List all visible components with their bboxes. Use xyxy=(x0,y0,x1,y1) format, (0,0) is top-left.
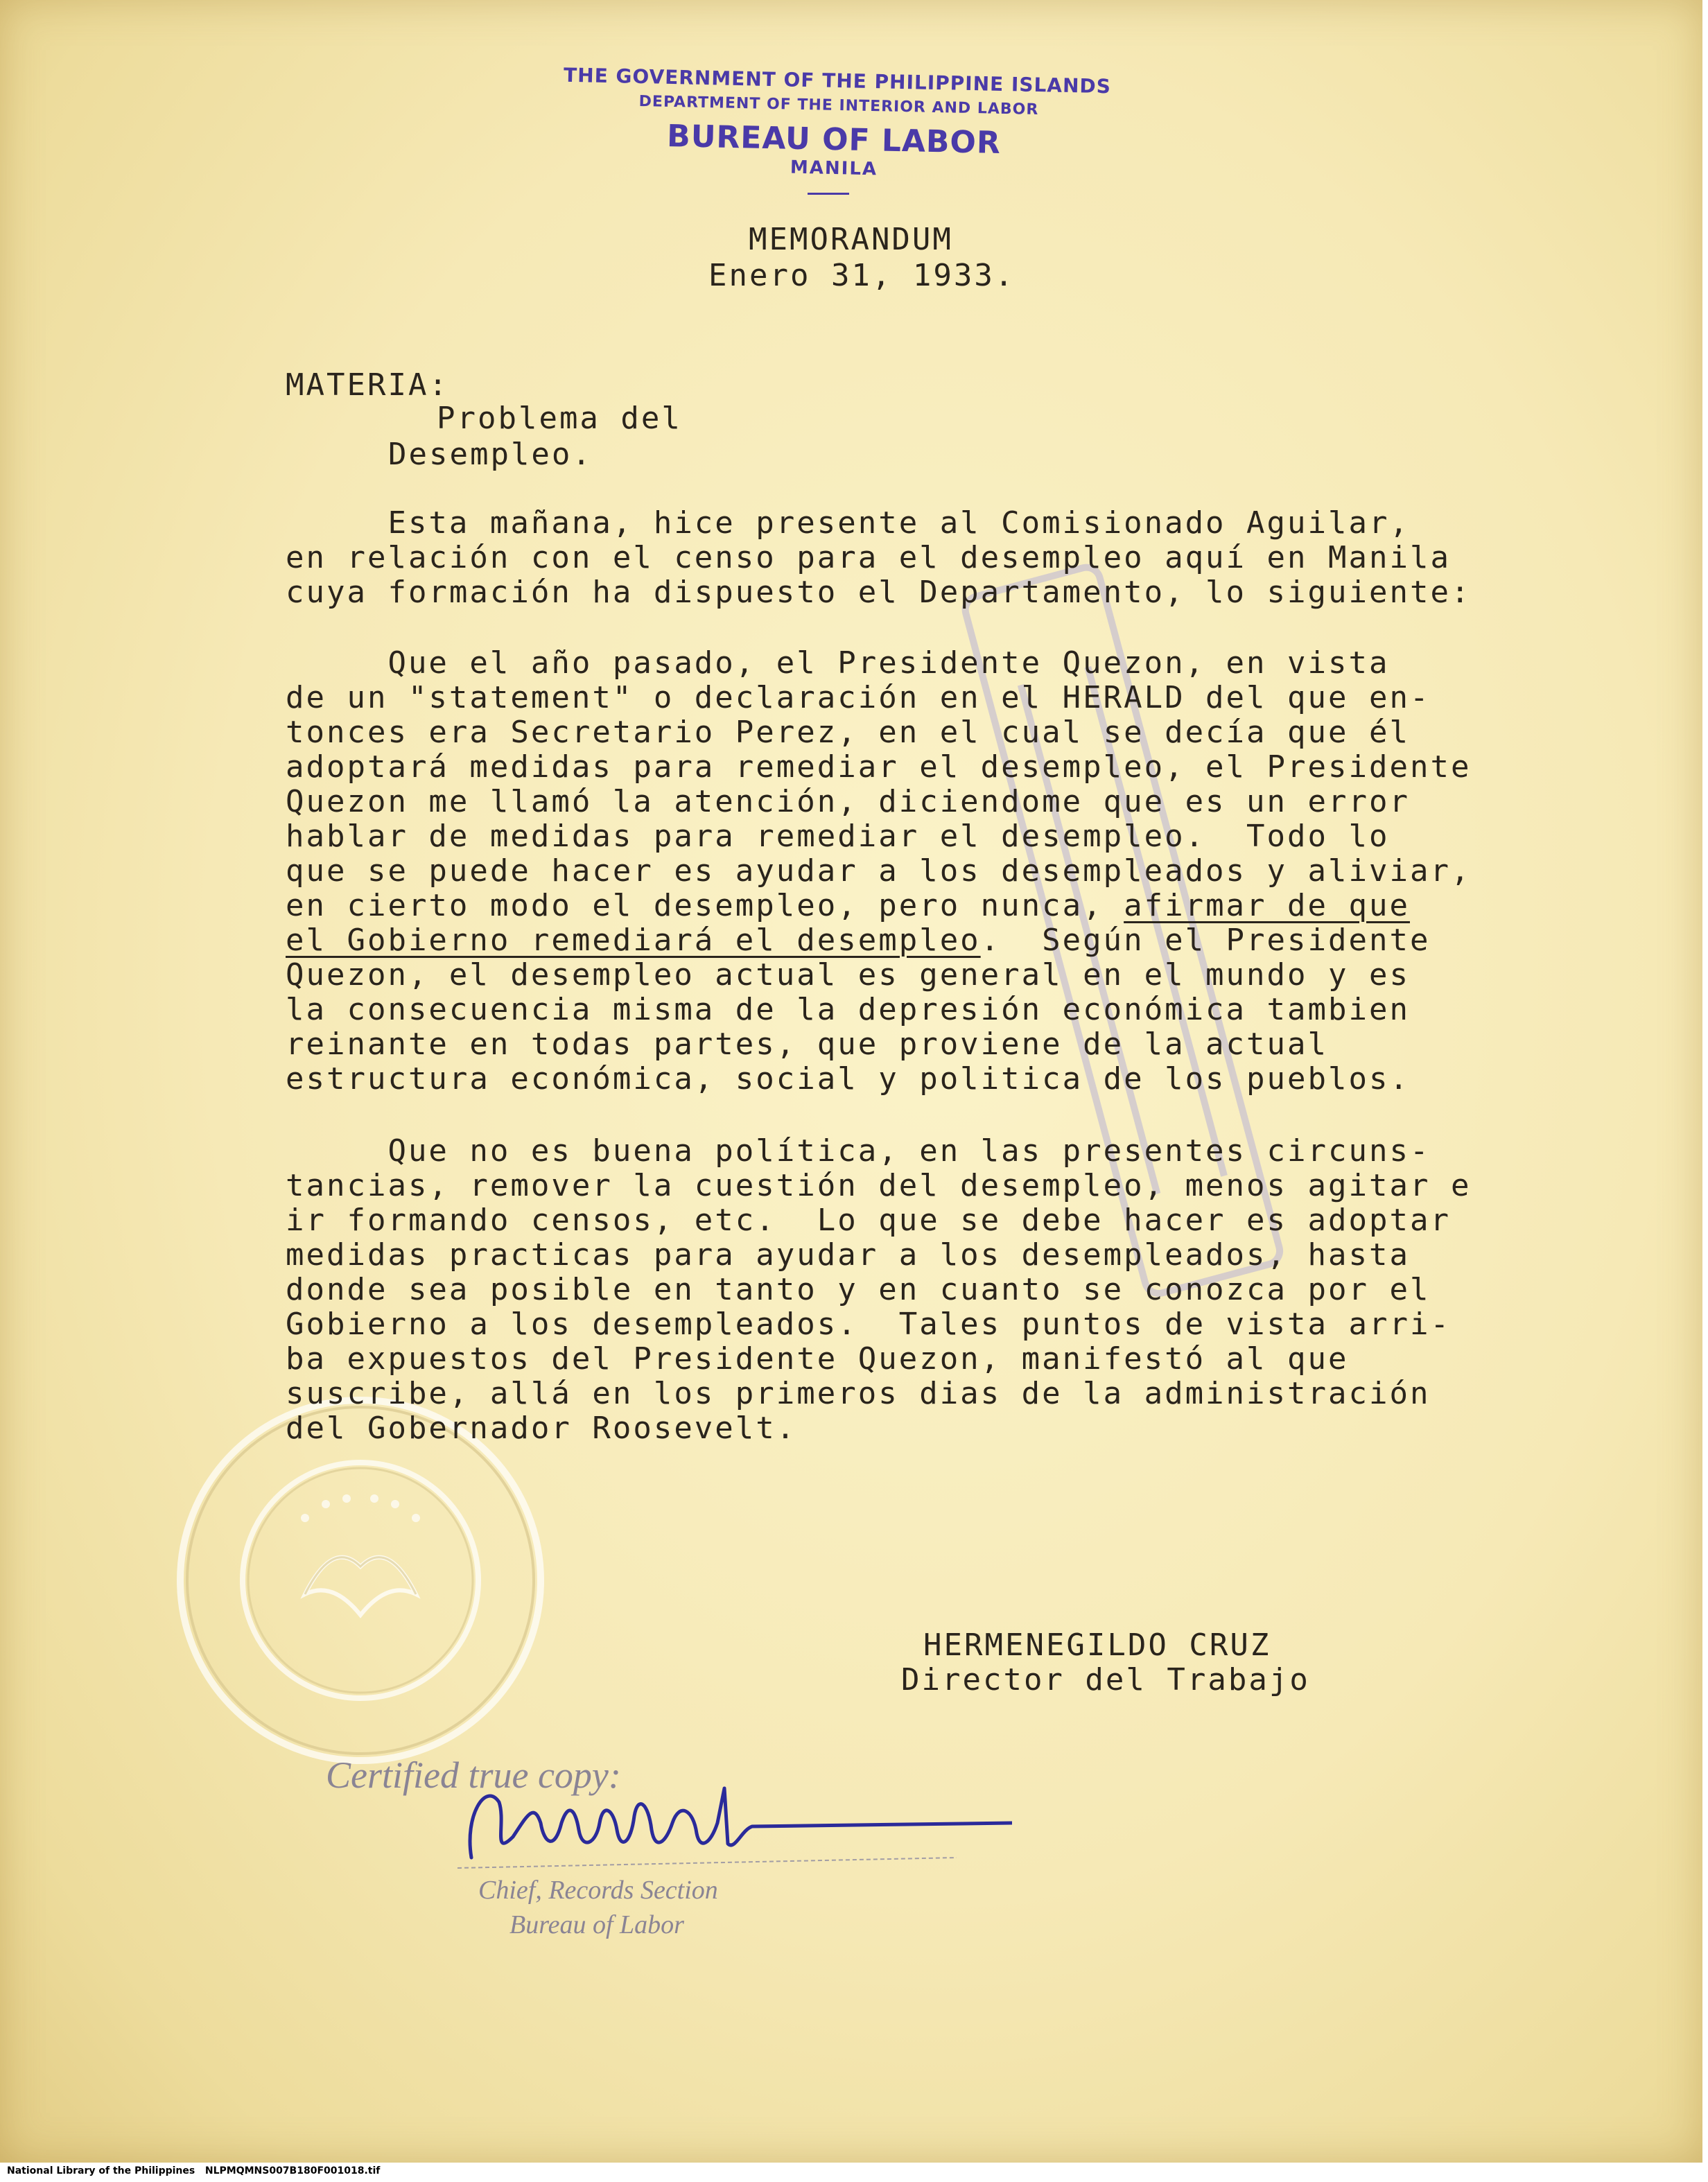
certifier-title: Chief, Records Section xyxy=(478,1876,718,1905)
letterhead-department: DEPARTMENT OF THE INTERIOR AND LABOR xyxy=(638,92,1039,119)
text-line xyxy=(286,923,1533,958)
text-line: Esta mañana, hice presente al Comisionado Aguilar, xyxy=(286,505,1410,541)
memo-date: Enero 31, 1933. xyxy=(708,258,1016,293)
footer-file-id: NLPMQMNS007B180F001018.tif xyxy=(204,2165,381,2176)
text-line: hablar de medidas para remediar el desempleo. Todo lo xyxy=(286,819,1390,854)
text-line: estructura económica, social y politica de los pueblos. xyxy=(286,1061,1410,1097)
scan-footer xyxy=(0,2163,1708,2182)
text-line: tancias, remover la cuestión del desempleo, menos agitar e xyxy=(286,1168,1472,1203)
paragraph-policy xyxy=(286,1134,1533,1446)
certifier-office: Bureau of Labor xyxy=(509,1910,684,1939)
signatory-title: Director del Trabajo xyxy=(901,1662,1310,1697)
memo-title: MEMORANDUM xyxy=(749,222,953,257)
text-line: adoptará medidas para remediar el desempleo, el Presidente xyxy=(286,749,1472,785)
subject-label: MATERIA: xyxy=(286,367,449,403)
certified-copy-label: Certified true copy: xyxy=(326,1754,621,1796)
handwritten-signature xyxy=(458,1774,1012,1878)
subject-line: Desempleo. xyxy=(388,437,593,472)
text-line: la consecuencia misma de la depresión económica tambien xyxy=(286,992,1410,1027)
text-line: tonces era Secretario Perez, en el cual se decía que él xyxy=(286,715,1410,750)
text-line: Quezon, el desempleo actual es general en el mundo y es xyxy=(286,957,1410,993)
letterhead-rule xyxy=(808,193,849,195)
text-line: Que el año pasado, el Presidente Quezon, en vista xyxy=(286,645,1390,681)
text-segment: . Según el Presidente xyxy=(980,923,1431,958)
letterhead-city: MANILA xyxy=(790,157,878,180)
subject-line: Problema del xyxy=(437,401,682,436)
paragraph-quezon-statement xyxy=(286,646,1533,1097)
text-line: Que no es buena política, en las presentes circuns- xyxy=(286,1133,1431,1169)
text-line: ir formando censos, etc. Lo que se debe hacer es adoptar xyxy=(286,1203,1451,1238)
footer-library xyxy=(7,2165,380,2176)
text-line: suscribe, allá en los primeros dias de la administración xyxy=(286,1376,1431,1411)
underlined-text: afirmar de que xyxy=(1124,888,1410,923)
text-line: de un "statement" o declaración en el HERALD del que en- xyxy=(286,680,1431,715)
paragraph-intro xyxy=(286,506,1533,610)
text-line: donde sea posible en tanto y en cuanto se conozca por el xyxy=(286,1272,1431,1307)
signatory-name: HERMENEGILDO CRUZ xyxy=(923,1627,1271,1663)
text-line: medidas practicas para ayudar a los desempleados, hasta xyxy=(286,1237,1410,1273)
text-line: Quezon me llamó la atención, diciendome que es un error xyxy=(286,784,1410,819)
text-segment: en cierto modo el desempleo, pero nunca, xyxy=(286,888,1124,923)
letterhead-bureau: BUREAU OF LABOR xyxy=(666,118,1002,162)
text-line: en relación con el censo para el desempleo aquí en Manila xyxy=(286,540,1451,575)
text-line: del Gobernador Roosevelt. xyxy=(286,1411,797,1446)
text-line: que se puede hacer es ayudar a los desempleados y aliviar, xyxy=(286,853,1472,889)
text-line: reinante en todas partes, que proviene de la actual xyxy=(286,1027,1329,1062)
footer-library-name: National Library of the Philippines xyxy=(7,2165,195,2176)
letterhead-government: THE GOVERNMENT OF THE PHILIPPINE ISLANDS xyxy=(563,63,1112,98)
text-line: cuya formación ha dispuesto el Departamento, lo siguiente: xyxy=(286,575,1472,610)
text-line: Gobierno a los desempleados. Tales puntos de vista arri- xyxy=(286,1307,1451,1342)
text-line xyxy=(286,889,1533,923)
text-line: ba expuestos del Presidente Quezon, manifestó al que xyxy=(286,1341,1349,1377)
underlined-text: el Gobierno remediará el desempleo xyxy=(286,923,981,958)
